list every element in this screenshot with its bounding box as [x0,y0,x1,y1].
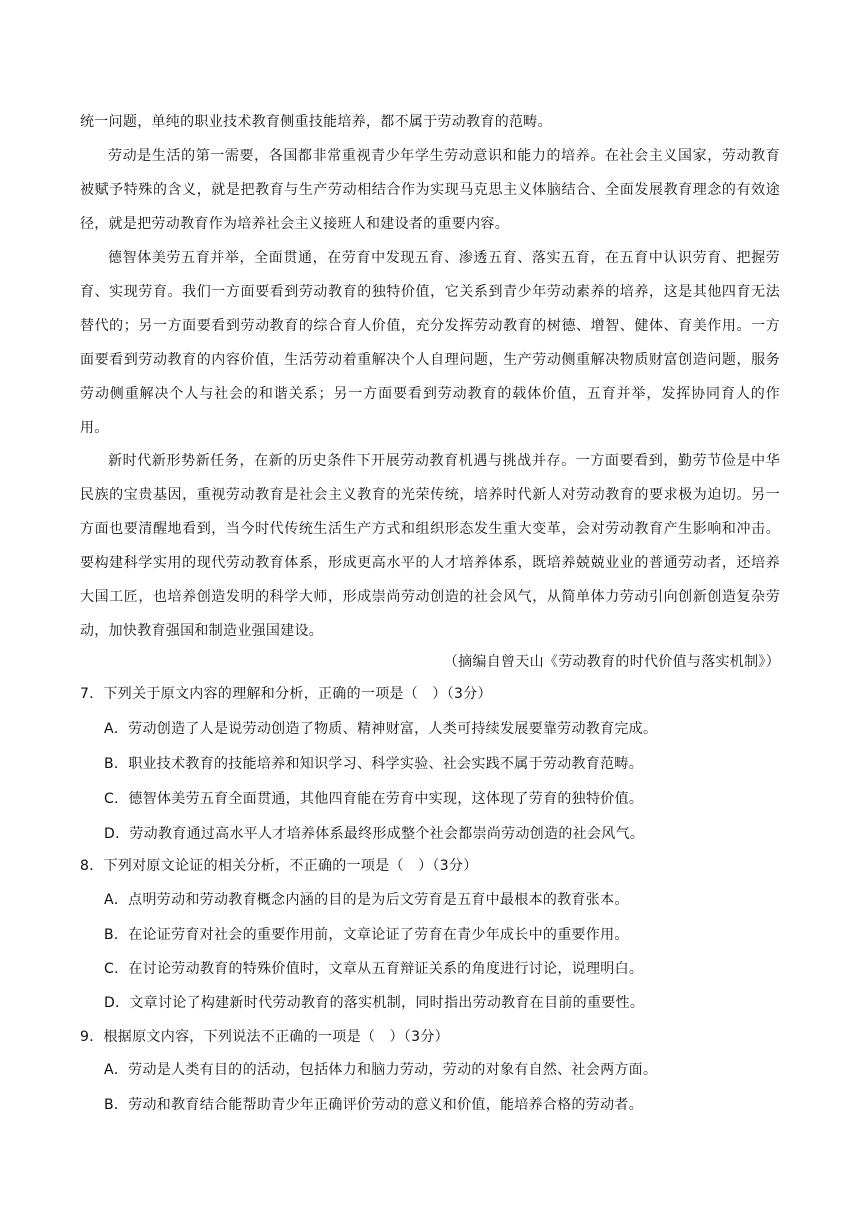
question-8-option-a[interactable]: A．点明劳动和劳动教育概念内涵的目的是为后文劳育是五育中最根本的教育张本。 [104,892,629,908]
question-7-option-a[interactable]: A．劳动创造了人是说劳动创造了物质、精神财富，人类可持续发展要靠劳动教育完成。 [104,721,658,737]
question-8-option-d[interactable]: D．文章讨论了构建新时代劳动教育的落实机制，同时指出劳动教育在目前的重要性。 [104,995,645,1011]
question-8-stem: 8．下列对原文论证的相关分析，不正确的一项是（ ）（3分） [80,858,478,874]
question-7-stem: 7．下列关于原文内容的理解和分析，正确的一项是（ ）（3分） [80,686,492,702]
question-7-option-d[interactable]: D．劳动教育通过高水平人才培养体系最终形成整个社会都崇尚劳动创造的社会风气。 [104,826,645,842]
question-9-stem: 9．根据原文内容，下列说法不正确的一项是（ ）（3分） [80,1029,449,1045]
passage-paragraph-3: 新时代新形势新任务，在新的历史条件下开展劳动教育机遇与挑战并存。一方面要看到，勤劳节俭是中华民族的宝贵基因，重视劳动教育是社会主义教育的光荣传统，培养时代新人对劳动教育的要求极为迫切。另一方面也要清醒地看到，当今时代传统生活生产方式和组织形态发生重大变革，会对劳动教育产生影响和冲击。要构建科学实用的现代劳动教育体系，形成更高水平的人才培养体系，既培养兢兢业业的普通劳动者，还培养大国工匠，也培养创造发明的科学大师，形成崇尚劳动创造的社会风气，从简单体力劳动引向创新创造复杂劳动，加快教育强国和制造业强国建设。 [80,453,780,639]
question-8-option-c[interactable]: C．在讨论劳动教育的特殊价值时，文章从五育辩证关系的角度进行讨论，说理明白。 [104,961,644,977]
passage-paragraph-1: 劳动是生活的第一需要，各国都非常重视青少年学生劳动意识和能力的培养。在社会主义国家，劳动教育被赋予特殊的含义，就是把教育与生产劳动相结合作为实现马克思主义体脑结合、全面发展教育理念的有效途径，就是把劳动教育作为培养社会主义接班人和建设者的重要内容。 [80,148,780,232]
question-7-option-c[interactable]: C．德智体美劳五育全面贯通，其他四育能在劳育中实现，这体现了劳育的独特价值。 [104,791,644,807]
question-9-option-b[interactable]: B．劳动和教育结合能帮助青少年正确评价劳动的意义和价值，能培养合格的劳动者。 [104,1097,644,1113]
question-7-option-b[interactable]: B．职业技术教育的技能培养和知识学习、科学实验、社会实践不属于劳动教育范畴。 [104,756,644,772]
question-8-option-b[interactable]: B．在论证劳育对社会的重要作用前，文章论证了劳育在青少年成长中的重要作用。 [104,927,629,943]
passage-source: （摘编自曾天山《劳动教育的时代价值与落实机制》） [443,654,780,670]
question-9-option-a[interactable]: A．劳动是人类有目的的活动，包括体力和脑力劳动，劳动的对象有自然、社会两方面。 [104,1062,658,1078]
passage-paragraph-continued: 统一问题，单纯的职业技术教育侧重技能培养，都不属于劳动教育的范畴。 [80,114,552,130]
passage-paragraph-2: 德智体美劳五育并举，全面贯通，在劳育中发现五育、渗透五育、落实五育，在五育中认识劳育、把握劳育、实现劳育。我们一方面要看到劳动教育的独特价值，它关系到青少年劳动素养的培养，这是其他四育无法替代的；另一方面要看到劳动教育的综合育人价值，充分发挥劳动教育的树德、增智、健体、育美作用。一方面要看到劳动教育的内容价值，生活劳动着重解决个人自理问题，生产劳动侧重解决物质财富创造问题，服务劳动侧重解决个人与社会的和谐关系；另一方面要看到劳动教育的载体价值，五育并举，发挥协同育人的作用。 [80,250,780,436]
